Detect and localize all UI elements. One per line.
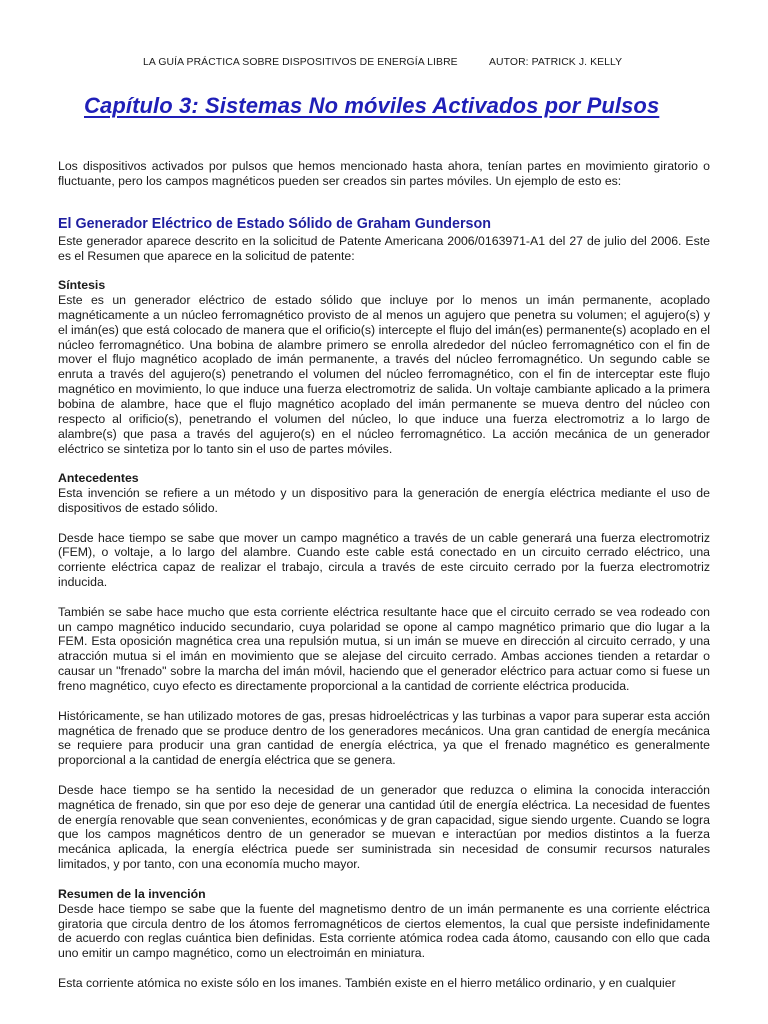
author-line: AUTOR: PATRICK J. KELLY	[489, 57, 623, 68]
antecedentes-paragraph: Históricamente, se han utilizado motores de gas, presas hidroeléctricas y las turbinas a vapor para superar esta acción magnética de frenado que se produce dentro de los generadores mecánicos. Una gran cantidad de energía mecánica se requiere para producir una gran cantidad de energía eléctrica, ya que el frenado magnético es generalmente proporcional a la cantidad de energía eléctrica que se genera.	[58, 708, 710, 768]
antecedentes-paragraph: Desde hace tiempo se sabe que mover un campo magnético a través de un cable generará una fuerza electromotriz (FEM), o voltaje, a lo largo del alambre. Cuando este cable está conectado en un circuito cerrado eléctrico, una corriente eléctrica capaz de realizar el trabajo, circula a través de este circuito cerrado por la fuerza electromotriz inducida.	[58, 530, 710, 590]
running-header	[143, 57, 663, 68]
resumen-heading: Resumen de la invención	[58, 886, 206, 901]
intro-paragraph: Los dispositivos activados por pulsos que hemos mencionado hasta ahora, tenían partes en movimiento giratorio o fluctuante, pero los campos magnéticos pueden ser creados sin partes móviles. Un ejemplo de esto es:	[58, 159, 710, 188]
section-lead: Este generador aparece descrito en la solicitud de Patente Americana 2006/0163971-A1 del 27 de julio del 2006. Este es el Resumen que aparece en la solicitud de patente:	[58, 233, 710, 263]
antecedentes-heading: Antecedentes	[58, 471, 139, 486]
sintesis-paragraph: Este es un generador eléctrico de estado sólido que incluye por lo menos un imán permanente, acoplado magnéticamente a un núcleo ferromagnético provisto de al menos un agujero que penetra su volumen; el agujero(s) y el imán(es) que está colocado de manera que el orificio(s) intercepte el flujo del imán(es) permanente(s) acoplado en el núcleo ferromagnético. Una bobina de alambre primero se enrolla alrededor del núcleo ferromagnético con el fin de mover el flujo magnético acoplado de imán permanente, a través del núcleo ferromagnético. Un segundo cable se enruta a través del agujero(s) penetrando el volumen del núcleo ferromagnético, con el fin de interceptar este flujo magnético en movimiento, lo que induce una fuerza electromotriz de salida. Un voltaje cambiante aplicado a la primera bobina de alambre, hace que el flujo magnético acoplado del imán permanente se mueva dentro del núcleo con respecto al orificio(s), penetrando el volumen del núcleo, lo que induce una fuerza electromotriz a lo largo de alambre(s) que pasa a través del agujero(s) en el núcleo ferromagnético. La acción mecánica de un generador eléctrico se sintetiza por lo tanto sin el uso de partes móviles.	[58, 293, 710, 456]
sintesis-heading: Síntesis	[58, 278, 106, 293]
chapter-title: Capítulo 3: Sistemas No móviles Activados por Pulsos	[84, 93, 660, 118]
antecedentes-paragraph: Esta invención se refiere a un método y un dispositivo para la generación de energía eléctrica mediante el uso de dispositivos de estado sólido.	[58, 486, 710, 515]
document-body	[58, 159, 710, 1006]
section-title: El Generador Eléctrico de Estado Sólido de Graham Gunderson	[58, 215, 491, 232]
book-title: LA GUÍA PRÁCTICA SOBRE DISPOSITIVOS DE ENERGÍA LIBRE	[143, 57, 458, 68]
resumen-paragraph: Desde hace tiempo se sabe que la fuente del magnetismo dentro de un imán permanente es una corriente eléctrica giratoria que circula dentro de los átomos ferromagnéticos de ciertos elementos, la cual que persiste indefinidamente de acuerdo con reglas cuántica bien definidas. Esta corriente atómica rodea cada átomo, causando con ello que cada uno emitir un campo magnético, como un electroimán en miniatura.	[58, 901, 710, 961]
antecedentes-paragraph: Desde hace tiempo se ha sentido la necesidad de un generador que reduzca o elimina la conocida interacción magnética de frenado, sin que por eso deje de generar una cantidad útil de energía eléctrica. La necesidad de fuentes de energía renovable que sean convenientes, económicas y de gran capacidad, sigue siendo urgente. Cuando se logra que los campos magnéticos dentro de un generador se muevan e interactúan por medios distintos a la fuerza mecánica aplicada, la energía eléctrica puede ser suministrada sin necesidad de consumir recursos naturales limitados, y por tanto, con una economía mucho mayor.	[58, 782, 710, 872]
resumen-paragraph: Esta corriente atómica no existe sólo en los imanes. También existe en el hierro metálico ordinario, y en cualquier	[58, 975, 676, 990]
antecedentes-paragraph: También se sabe hace mucho que esta corriente eléctrica resultante hace que el circuito cerrado se vea rodeado con un campo magnético inducido secundario, cuya polaridad se opone al campo magnético primario que dio lugar a la FEM. Esta oposición magnética crea una repulsión mutua, si un imán se mueve en dirección al circuito cerrado, y una atracción mutua si el imán en movimiento que se alejase del circuito cerrado. Ambas acciones tienden a retardar o causar un "frenado" sobre la marcha del imán móvil, haciendo que el generador eléctrico para actuar como si fuese un freno magnético, cuyo efecto es directamente proporcional a la cantidad de corriente eléctrica producida.	[58, 604, 710, 693]
